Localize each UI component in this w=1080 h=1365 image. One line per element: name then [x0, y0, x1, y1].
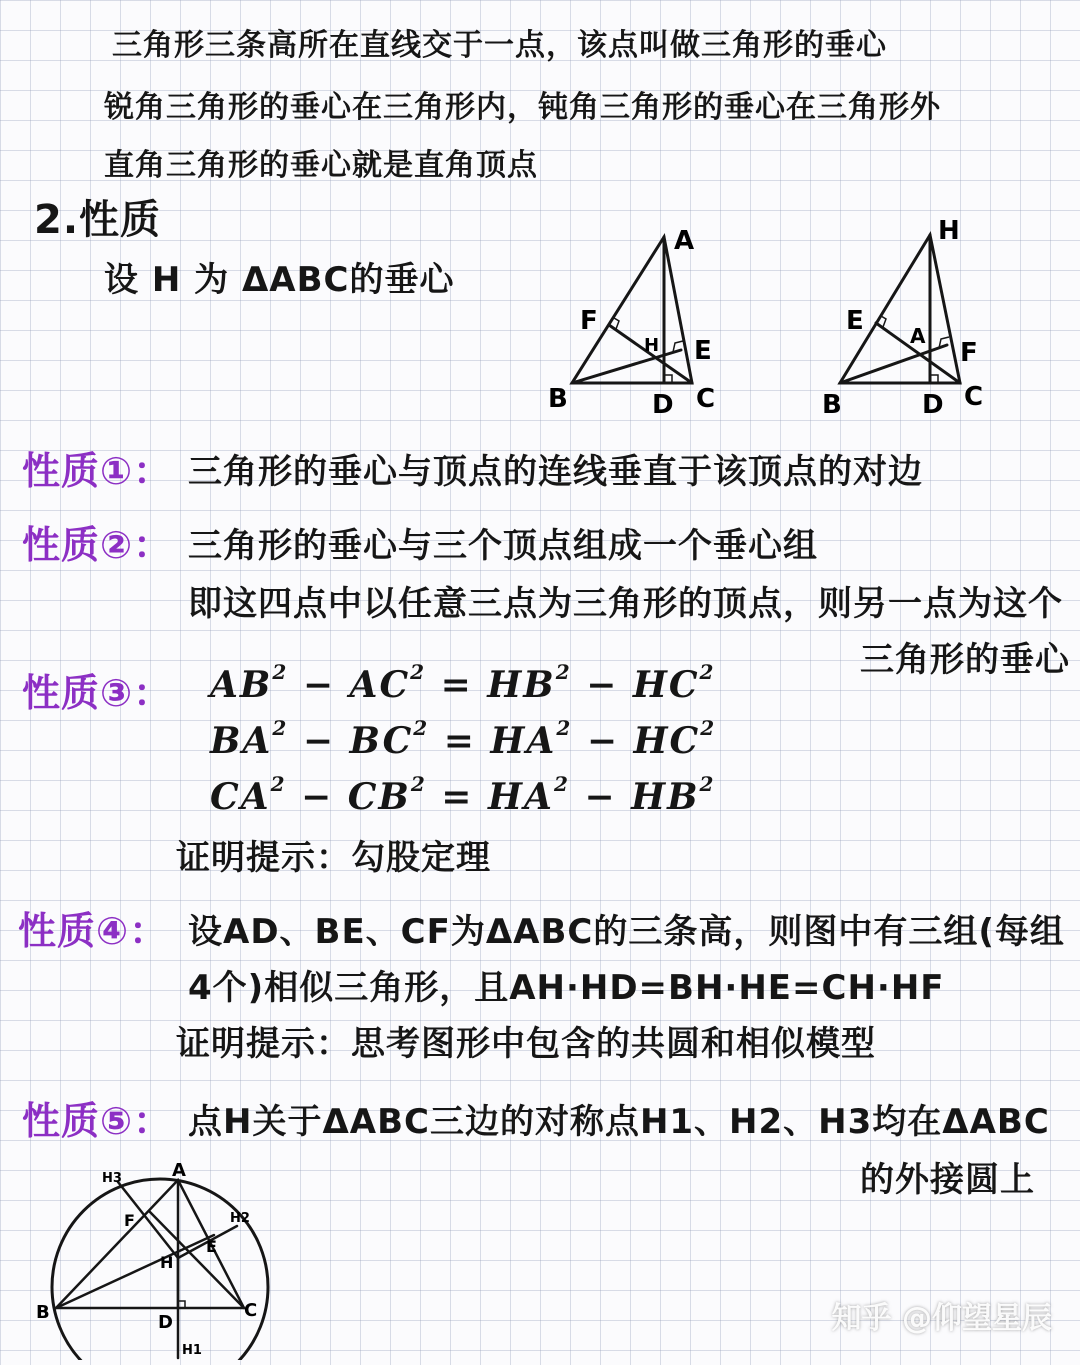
fig1-label-d: D: [652, 390, 674, 420]
property-4-line-2: 4个)相似三角形，且AH·HD=BH·HE=CH·HF: [188, 968, 945, 1008]
obtuse-triangle-figure: [810, 215, 1010, 425]
altitude-be-3: [56, 1235, 214, 1308]
acute-triangle-figure: [540, 215, 740, 425]
fig2-label-a: A: [910, 324, 926, 348]
property-5-label: 性质⑤：: [22, 1099, 173, 1143]
property-4-hint: 证明提示：思考图形中包含的共圆和相似模型: [176, 1024, 876, 1064]
fig1-label-c: C: [696, 384, 716, 414]
fig2-label-f: F: [960, 338, 978, 368]
fig2-label-c: C: [964, 382, 984, 412]
property-3-hint: 证明提示：勾股定理: [176, 838, 491, 878]
fig3-label-h: H: [160, 1253, 174, 1272]
property-3-label: 性质③：: [22, 671, 173, 715]
fig2-label-d: D: [922, 390, 944, 420]
fig1-label-e: E: [694, 336, 712, 366]
property-1-label: 性质①：: [22, 449, 173, 493]
intro-line-2: 锐角三角形的垂心在三角形内，钝角三角形的垂心在三角形外: [104, 90, 941, 125]
intro-line-1: 三角形三条高所在直线交于一点，该点叫做三角形的垂心: [112, 28, 887, 63]
fig1-label-b: B: [548, 384, 568, 414]
fig3-label-h2: H2: [230, 1211, 250, 1226]
fig3-label-f: F: [124, 1211, 135, 1230]
property-2-line-2: 即这四点中以任意三点为三角形的顶点，则另一点为这个: [188, 584, 1063, 624]
formula-1: $AB^2 - AC^2 = HB^2 - HC^2$: [210, 660, 716, 706]
fig2-label-h: H: [938, 216, 960, 246]
property-2-line-1: 三角形的垂心与三个顶点组成一个垂心组: [188, 526, 818, 566]
fig1-label-h: H: [644, 335, 660, 356]
fig3-label-c: C: [244, 1300, 258, 1321]
property-4-label: 性质④：: [18, 909, 169, 953]
fig2-label-e: E: [846, 306, 864, 336]
section-title: 2.性质: [34, 197, 162, 243]
fig3-label-b: B: [36, 1302, 50, 1323]
property-2-line-3: 三角形的垂心: [860, 640, 1070, 680]
fig2-label-b: B: [822, 390, 842, 420]
property-1-text: 三角形的垂心与顶点的连线垂直于该顶点的对边: [188, 452, 923, 492]
fig1-label-f: F: [580, 306, 598, 336]
lead-line: 设 H 为 ΔABC的垂心: [104, 260, 455, 300]
fig3-label-e: E: [206, 1237, 217, 1256]
circumcircle-figure: [30, 1160, 270, 1360]
fig3-label-a: A: [172, 1160, 186, 1181]
formula-3: $CA^2 - CB^2 = HA^2 - HB^2$: [210, 772, 716, 818]
property-2-label: 性质②：: [22, 523, 173, 567]
property-4-line-1: 设AD、BE、CF为ΔABC的三条高，则图中有三组(每组: [188, 912, 1065, 952]
fig3-label-h3: H3: [102, 1171, 122, 1186]
intro-line-3: 直角三角形的垂心就是直角顶点: [104, 148, 538, 183]
property-5-line-1: 点H关于ΔABC三边的对称点H1、H2、H3均在ΔABC: [188, 1102, 1050, 1142]
fig3-label-h1: H1: [182, 1343, 202, 1358]
fig3-label-d: D: [158, 1312, 173, 1333]
fig1-label-a: A: [674, 226, 695, 256]
watermark: 知乎 @仰望星辰: [831, 1301, 1052, 1336]
formula-2: $BA^2 - BC^2 = HA^2 - HC^2$: [210, 716, 717, 762]
property-5-line-2: 的外接圆上: [860, 1160, 1035, 1200]
